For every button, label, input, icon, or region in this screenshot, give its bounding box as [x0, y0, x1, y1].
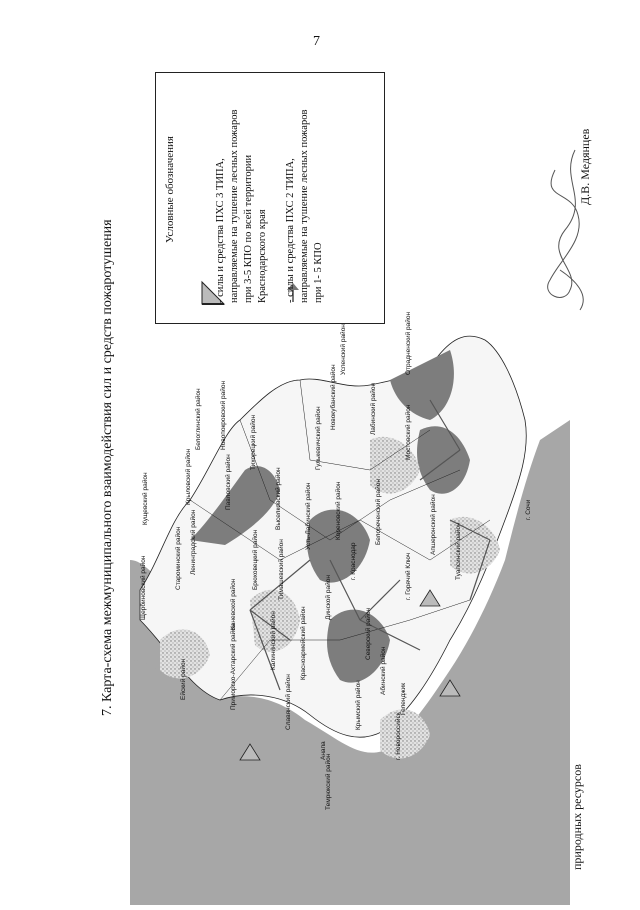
district-label: Гулькевичский район — [315, 406, 322, 470]
page-number: 7 — [313, 34, 320, 49]
district-label: Успенский район — [340, 324, 347, 375]
district-label: Отрадненский район — [405, 311, 412, 375]
district-label: Новопокровский район — [220, 380, 227, 450]
legend — [155, 72, 385, 324]
district-label: Крыловский район — [185, 448, 192, 505]
district-label: Кореновский район — [335, 481, 342, 540]
district-label: Темрюкский район — [325, 753, 332, 810]
district-label: Кущевский район — [142, 472, 149, 525]
district-label: Приморско-Ахтарский район — [230, 623, 237, 710]
district-label: г. Новороссийск — [395, 712, 402, 760]
district-label: Щербиновский район — [140, 555, 147, 620]
district-label: Красноармейский район — [300, 606, 307, 680]
district-label: Туапсинский район — [455, 522, 462, 580]
district-label: Тихорецкий район — [250, 414, 257, 470]
district-label: Калининский район — [270, 611, 277, 670]
district-label: г. Горячий Ключ — [405, 552, 412, 600]
district-label: Выселковский район — [275, 467, 282, 530]
deputy-title-line-2: природных ресурсов — [570, 764, 584, 870]
district-label: Северский район — [365, 607, 372, 660]
district-label: Павловский район — [225, 454, 232, 510]
district-label: Тимашевский район — [278, 539, 285, 600]
district-label: Белоглинский район — [195, 388, 202, 450]
district-label: Геленджик — [400, 682, 407, 715]
district-label: Славянский район — [285, 674, 292, 730]
district-label: Усть-Лабинский район — [305, 482, 312, 550]
map-title: 7. Карта-схема межмуниципального взаимодействия сил и средств пожаротушения — [100, 219, 115, 716]
district-label: Каневской район — [230, 578, 237, 630]
district-label: г. Сочи — [525, 499, 532, 520]
legend-item-1: - силы и средства ПХС 3 ТИПА, направляемые на тушение лесных пожаров при 3-5 КПО по всей территории Краснодарского края — [215, 109, 268, 303]
district-label: Ленинградский район — [190, 509, 197, 575]
district-label: Крымский район — [355, 680, 362, 730]
district-label: Абинский район — [380, 646, 387, 695]
district-label: Новокубанский район — [330, 364, 337, 430]
district-label: Ейский район — [180, 658, 187, 700]
district-label: Мостовский район — [405, 404, 412, 460]
district-label: Лабинский район — [370, 382, 377, 435]
district-label: Динской район — [325, 575, 332, 620]
district-label: Староминский район — [175, 526, 182, 590]
legend-item-2: - силы и средства ПХС 2 ТИПА, направляемые на тушение лесных пожаров при 1- 5 КПО — [285, 109, 324, 303]
district-label: г. Краснодар — [350, 542, 357, 580]
district-label: Белореченский район — [375, 479, 382, 545]
district-label: Анапа — [320, 741, 327, 760]
district-label: Брюховецкий район — [252, 529, 259, 590]
legend-title: Условные обозначения — [164, 136, 176, 243]
district-label: Апшеронский район — [430, 494, 437, 555]
signer-name: Д.В. Медянцев — [578, 128, 592, 205]
